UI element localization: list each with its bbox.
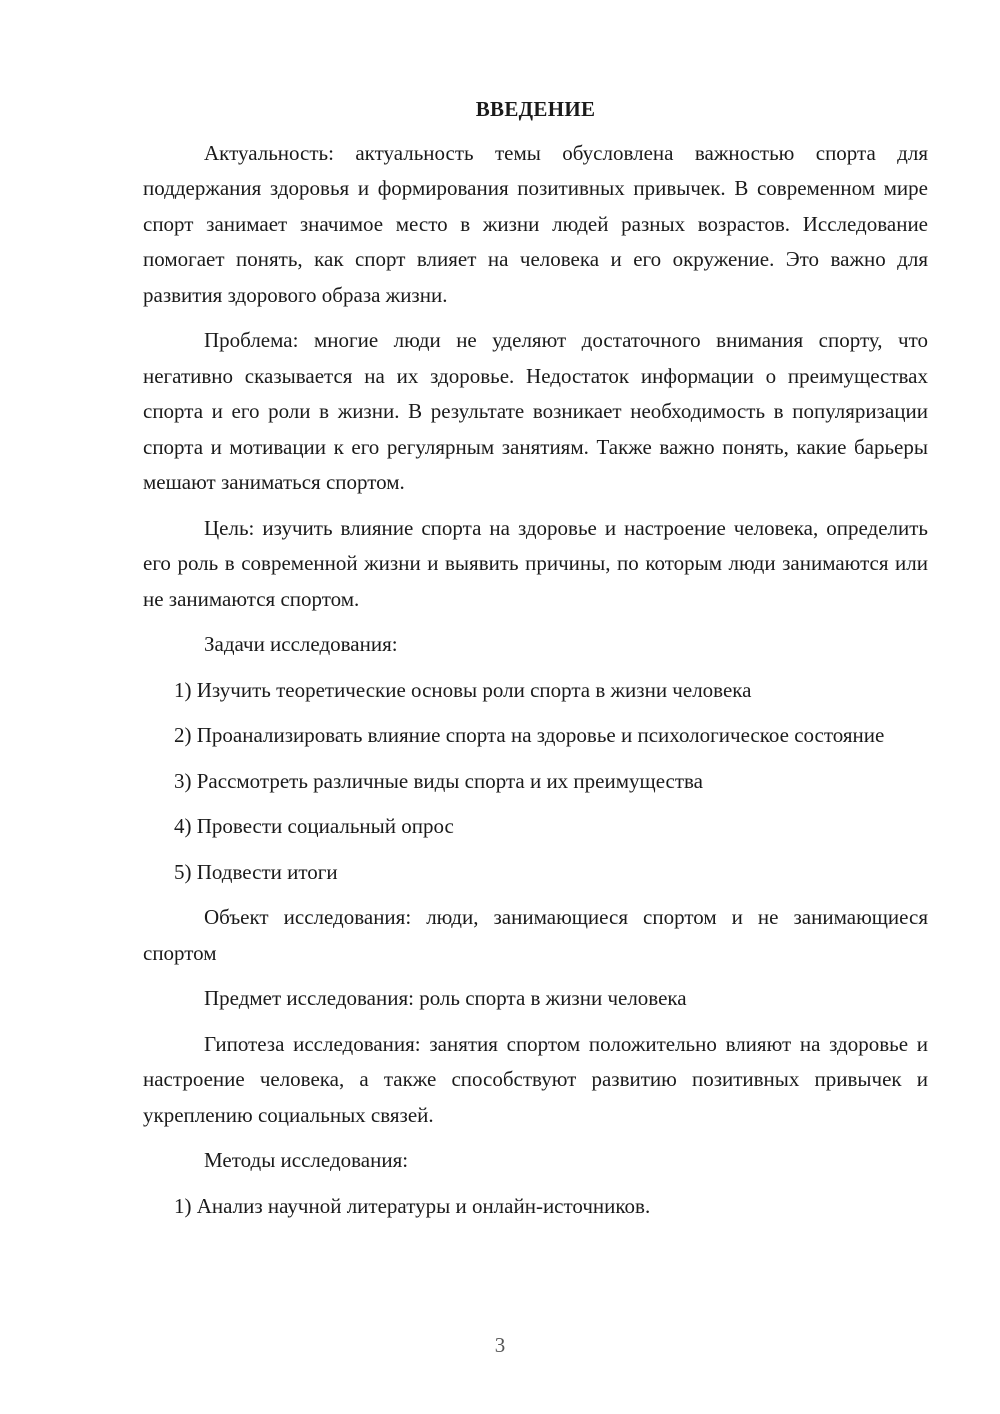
- list-item-task-5: 5) Подвести итоги: [174, 859, 338, 884]
- section-heading: ВВЕДЕНИЕ: [475, 97, 596, 121]
- paragraph-problem: Проблема: многие люди не уделяют достаточного внимания спорту, что негативно сказывается на их здоровье. Недостаток информации о преимуществах спорта и его роли в жизни. В результате возникает необходимость в популяризации спорта и мотивации к его регулярным занятиям. Также важно понять, какие барьеры мешают заниматься спортом.: [143, 328, 928, 494]
- paragraph-tasks-heading: Задачи исследования:: [204, 632, 398, 656]
- list-item-task-4: 4) Провести социальный опрос: [174, 814, 454, 838]
- list-item-task-1: 1) Изучить теоретические основы роли спорта в жизни человека: [174, 677, 752, 702]
- paragraph-subject: Предмет исследования: роль спорта в жизни человека: [204, 986, 687, 1010]
- document-page: [143, 92, 928, 1234]
- list-item-task-2: 2) Проанализировать влияние спорта на здоровье и психологическое состояние: [174, 723, 885, 747]
- paragraph-goal: Цель: изучить влияние спорта на здоровье и настроение человека, определить его роль в современной жизни и выявить причины, по которым люди занимаются или не занимаются спортом.: [143, 515, 928, 611]
- paragraph-object: Объект исследования: люди, занимающиеся спортом и не занимающиеся спортом: [143, 905, 928, 965]
- list-item-method-1: 1) Анализ научной литературы и онлайн-источников.: [174, 1193, 651, 1218]
- page-number: 3: [494, 1333, 506, 1357]
- list-item-task-3: 3) Рассмотреть различные виды спорта и их преимущества: [174, 768, 703, 793]
- paragraph-methods-heading: Методы исследования:: [204, 1148, 409, 1172]
- paragraph-hypothesis: Гипотеза исследования: занятия спортом положительно влияют на здоровье и настроение человека, а также способствуют развитию позитивных привычек и укреплению социальных связей.: [143, 1031, 928, 1127]
- paragraph-relevance: Актуальность: актуальность темы обусловлена важностью спорта для поддержания здоровья и формирования позитивных привычек. В современном мире спорт занимает значимое место в жизни людей разных возрастов. Исследование помогает понять, как спорт влияет на человека и его окружение. Это важно для развития здорового образа жизни.: [143, 140, 928, 307]
